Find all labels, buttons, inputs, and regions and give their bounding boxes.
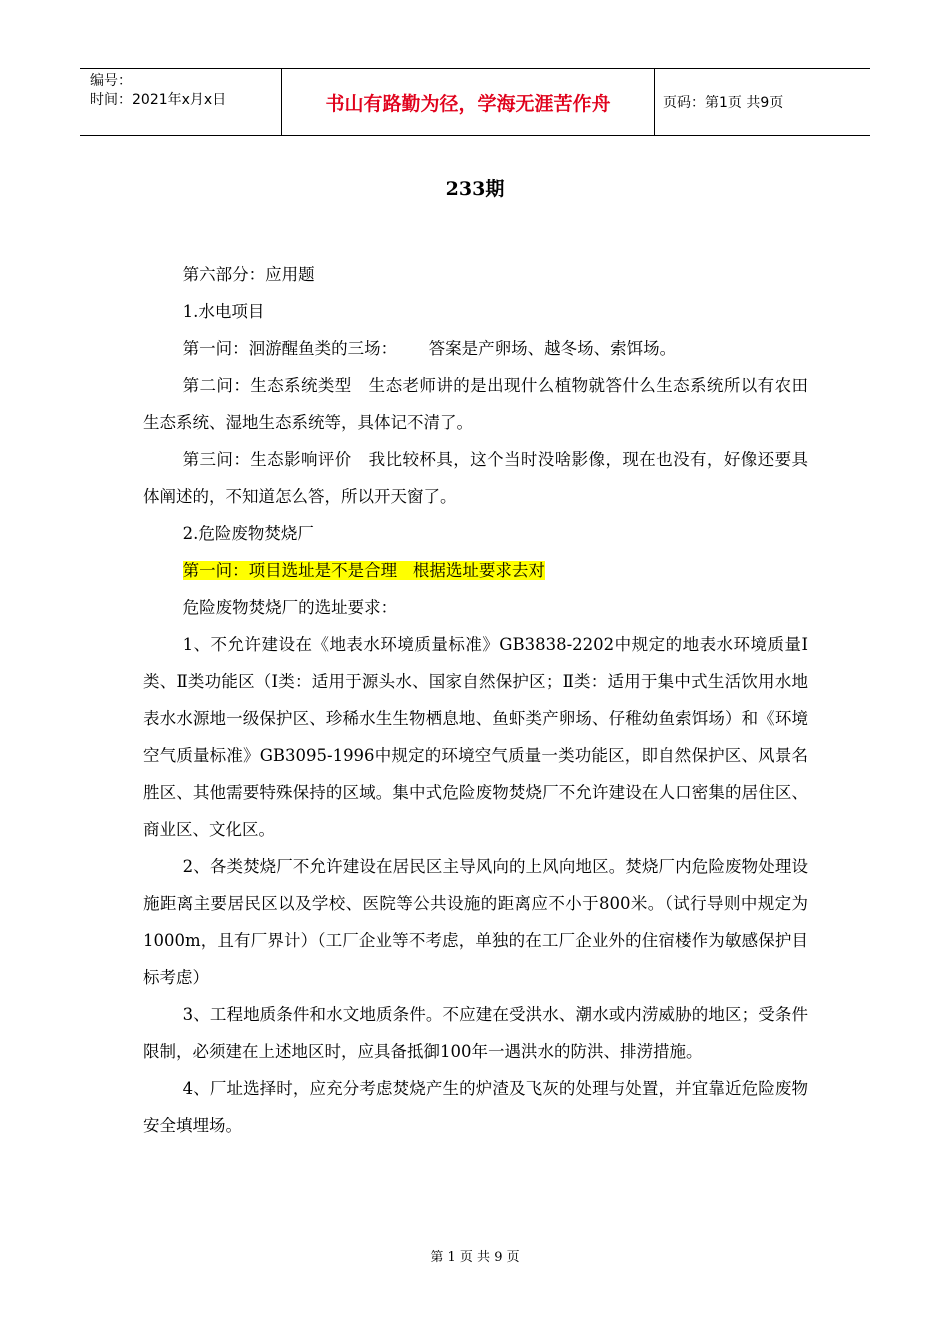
page-footer: 第 1 页 共 9 页: [430, 1250, 520, 1265]
paragraph: 危险废物焚烧厂的选址要求：: [182, 598, 398, 617]
highlighted-text: 第一问：项目选址是不是合理 根据选址要求去对: [182, 561, 545, 580]
paragraph: 3、工程地质条件和水文地质条件。不应建在受洪水、潮水或内涝威胁的地区；受条件限制，必须建在上述地区时，应具备抵御100年一遇洪水的防洪、排涝措施。: [143, 1005, 808, 1061]
paragraph: 4、厂址选择时，应充分考虑焚烧产生的炉渣及飞灰的处理与处置，并宜靠近危险废物安全填埋场。: [143, 1079, 808, 1135]
highlighted-paragraph: [143, 552, 808, 589]
section-heading: 第六部分：应用题: [182, 265, 315, 284]
paragraph: 第二问：生态系统类型 生态老师讲的是出现什么植物就答什么生态系统所以有农田生态系统、湿地生态系统等，具体记不清了。: [143, 376, 808, 432]
paragraph: 2、各类焚烧厂不允许建设在居民区主导风向的上风向地区。焚烧厂内危险废物处理设施距离主要居民区以及学校、医院等公共设施的距离应不小于800米。（试行导则中规定为1000m，且有厂界计）（工厂企业等不考虑，单独的在工厂企业外的住宿楼作为敏感保护目标考虑）: [143, 857, 808, 987]
header-date: 时间：2021年x月x日: [90, 92, 227, 108]
document-title: 233期: [445, 178, 505, 200]
item-heading: 2.危险废物焚烧厂: [182, 524, 314, 543]
paragraph: 第一问：洄游醒鱼类的三场： 答案是产卵场、越冬场、索饵场。: [182, 339, 677, 358]
document-body: [143, 256, 808, 1144]
header-page-info: 页码：第1页 共9页: [663, 95, 784, 111]
item-heading: 1.水电项目: [182, 302, 265, 321]
paragraph: 1、不允许建设在《地表水环境质量标准》GB3838-2202中规定的地表水环境质量Ⅰ类、Ⅱ类功能区（Ⅰ类：适用于源头水、国家自然保护区；Ⅱ类：适用于集中式生活饮用水地表水水源地一级保护区、珍稀水生生物栖息地、鱼虾类产卵场、仔稚幼鱼索饵场）和《环境空气质量标准》GB3095-1996中规定的环境空气质量一类功能区，即自然保护区、风景名胜区、其他需要特殊保持的区域。集中式危险废物焚烧厂不允许建设在人口密集的居住区、商业区、文化区。: [143, 635, 808, 839]
header-number: 编号：: [90, 73, 132, 89]
header-motto: 书山有路勤为径，学海无涯苦作舟: [282, 69, 655, 135]
page-header: [80, 68, 870, 136]
paragraph: 第三问：生态影响评价 我比较杯具，这个当时没啥影像，现在也没有，好像还要具体阐述的，不知道怎么答，所以开天窗了。: [143, 450, 808, 506]
header-meta: [80, 69, 282, 135]
